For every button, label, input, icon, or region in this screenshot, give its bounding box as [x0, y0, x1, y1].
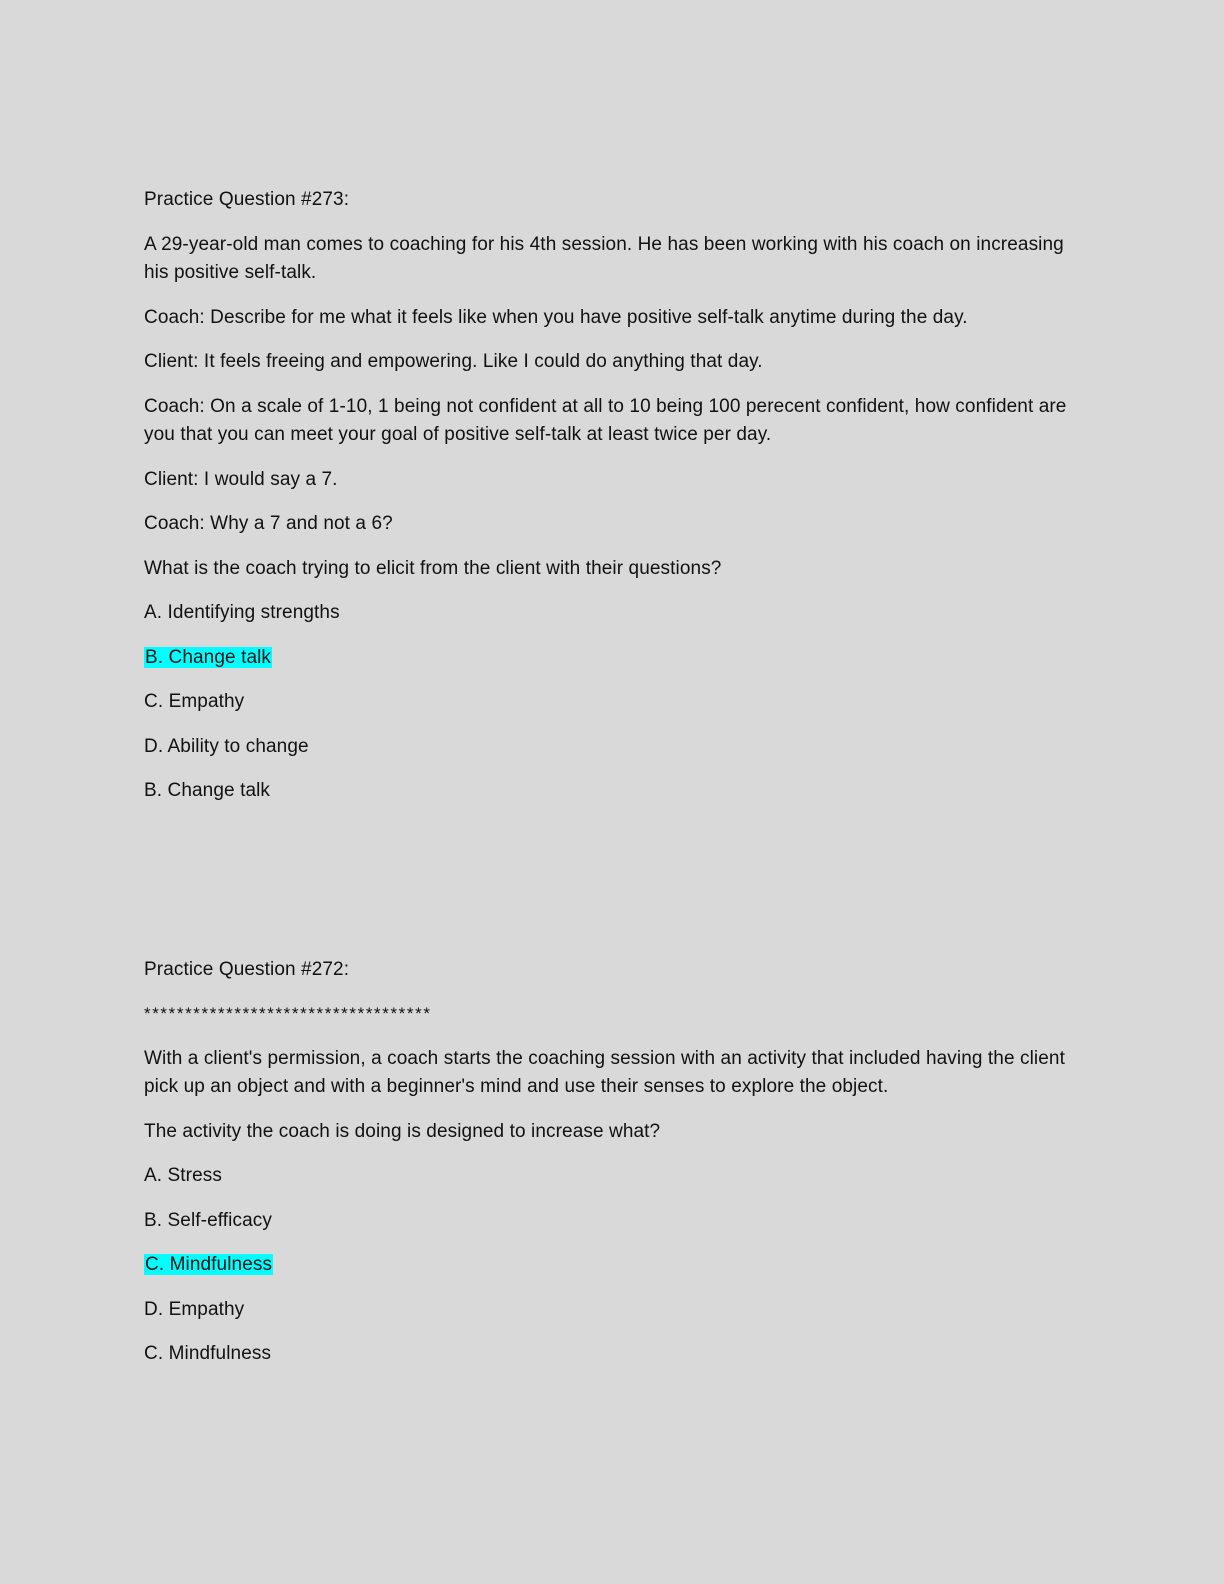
dialogue-line: Coach: Describe for me what it feels like when you have positive self-talk anytime during the day.	[144, 307, 968, 328]
dialogue-line: Client: It feels freeing and empowering. Like I could do anything that day.	[144, 351, 763, 372]
correct-answer-highlight: B. Change talk	[145, 647, 272, 668]
question-scenario: With a client's permission, a coach starts the coaching session with an activity that included having the client pick up an object and with a beginner's mind and use their senses to explore the object.	[144, 1048, 1065, 1097]
answer-option: A. Identifying strengths	[144, 602, 340, 623]
question-scenario: A 29-year-old man comes to coaching for his 4th session. He has been working with his coach on increasing his positive self-talk.	[144, 234, 1064, 283]
answer-option: B. Self-efficacy	[144, 1210, 272, 1231]
answer-option-highlighted	[144, 1251, 273, 1279]
answer-option: D. Ability to change	[144, 736, 309, 757]
dialogue-line: Coach: On a scale of 1-10, 1 being not confident at all to 10 being 100 perecent confident, how confident are you that you can meet your goal of positive self-talk at least twice per day.	[144, 396, 1067, 445]
question-heading: Practice Question #273:	[144, 189, 350, 210]
question-prompt: The activity the coach is doing is designed to increase what?	[144, 1121, 661, 1142]
answer-option: A. Stress	[144, 1165, 222, 1186]
dialogue-line: Coach: Why a 7 and not a 6?	[144, 513, 393, 534]
correct-answer-highlight: C. Mindfulness	[145, 1254, 273, 1275]
answer-option-highlighted	[144, 644, 272, 672]
question-heading: Practice Question #272:	[144, 959, 350, 980]
answer-option: C. Empathy	[144, 691, 245, 712]
separator-line: ***********************************	[144, 1004, 432, 1023]
question-prompt: What is the coach trying to elicit from the client with their questions?	[144, 558, 722, 579]
answer-key: C. Mindfulness	[144, 1343, 272, 1364]
answer-key: B. Change talk	[144, 780, 271, 801]
dialogue-line: Client: I would say a 7.	[144, 469, 338, 490]
answer-option: D. Empathy	[144, 1299, 245, 1320]
